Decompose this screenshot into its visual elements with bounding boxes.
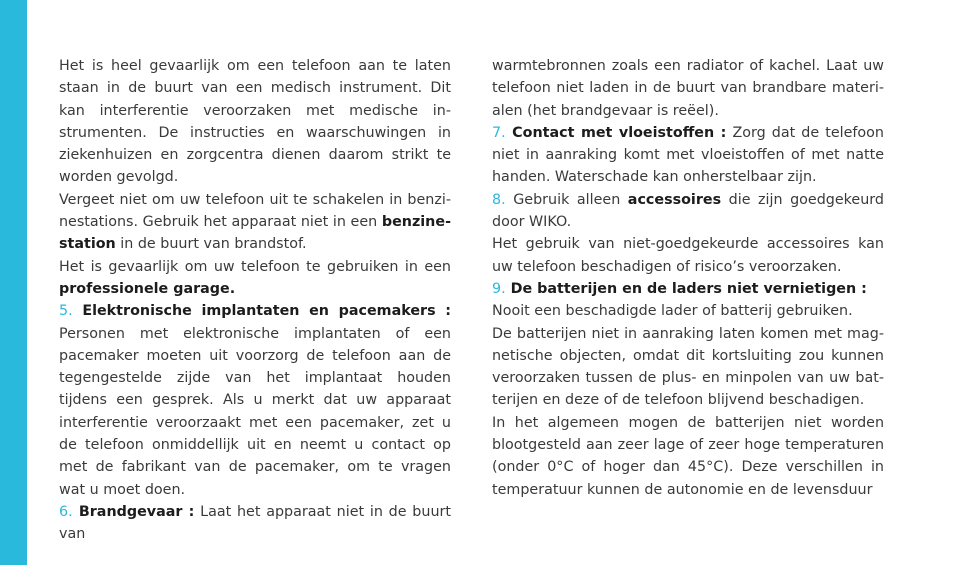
section-number: 8. xyxy=(492,191,506,208)
right-column xyxy=(492,55,884,501)
text: Vergeet niet om uw telefoon uit te schakelen in benzinestations. Gebruik het apparaat niet in een xyxy=(59,191,451,231)
section-number: 6. xyxy=(59,503,73,520)
bold-term: accessoires xyxy=(627,191,722,208)
paragraph-damaged-charger: Nooit een beschadigde lader of batterij gebruiken. xyxy=(492,303,853,320)
paragraph-accessories-risk: Het gebruik van niet-goedgekeurde accessoires kan uw telefoon beschadigen of risico’s veroorzaken. xyxy=(492,236,884,275)
text: in de buurt van brandstof. xyxy=(115,236,307,253)
section-text: Gebruik alleen xyxy=(505,191,628,208)
section-6 xyxy=(59,501,451,546)
section-number: 7. xyxy=(492,124,506,141)
left-column xyxy=(59,55,451,546)
paragraph-petrol-station xyxy=(59,189,451,256)
section-5 xyxy=(59,300,451,501)
text: Het is gevaarlijk om uw telefoon te gebruiken in een xyxy=(59,258,451,275)
paragraph-temperature: In het algemeen mogen de batterijen niet worden blootgesteld aan zeer lage of zeer hoge temperaturen (onder 0°C of hoger dan 45°C). Deze verschillen in temperatuur kunnen de autonomie en de levensduur xyxy=(492,414,884,498)
section-text: Personen met elektronische implantaten of een pacemaker moeten uit voorzorg de telefoon aan de tegengestelde zijde van het implantaat houden tijdens een gesprek. Als u merkt dat uw apparaat interferentie veroorzaakt met een pacemaker, zet u de telefoon onmiddellijk uit en neemt u contact op met de fabrikant van de pacemaker, om te vragen wat u moet doen. xyxy=(59,325,451,498)
section-title: Elektronische implantaten en pacemakers : xyxy=(72,303,451,320)
paragraph-medical: Het is heel gevaarlijk om een telefoon aan te laten staan in de buurt van een medisch instrument. Dit kan interferentie veroorzaken met medische instrumenten. De instructies en waarschuwingen in ziekenhuizen en zorgcentra dienen daarom strikt te worden gevolgd. xyxy=(59,58,451,186)
section-7 xyxy=(492,122,884,189)
section-text: die zijn goedgekeurd door WIKO. xyxy=(492,191,884,231)
bold-term: professionele garage. xyxy=(59,280,236,297)
paragraph-magnetic: De batterijen niet in aanraking laten komen met magnetische objecten, omdat dit kortsluiting zou kunnen veroorzaken tussen de plus- en minpolen van uw batterijen en deze of de telefoon blijvend beschadigen. xyxy=(492,325,884,409)
paragraph-heat-sources: warmtebronnen zoals een radiator of kachel. Laat uw telefoon niet laden in de buurt van brandbare materialen (het brandgevaar is reëel). xyxy=(492,58,884,119)
section-number: 9. xyxy=(492,280,506,297)
section-number: 5. xyxy=(59,303,73,320)
accent-sidebar xyxy=(0,0,27,565)
section-9 xyxy=(492,278,884,300)
section-title: Contact met vloeistoffen : xyxy=(505,124,727,141)
section-title: De batterijen en de laders niet vernietigen : xyxy=(505,280,867,297)
bold-term: benzinestation xyxy=(59,214,451,253)
section-8 xyxy=(492,189,884,234)
paragraph-garage xyxy=(59,256,451,301)
section-text: Zorg dat de telefoon niet in aanraking komt met vloeistoffen of met natte handen. Waterschade kan onherstelbaar zijn. xyxy=(492,124,884,186)
section-title: Brandgevaar : xyxy=(72,503,195,520)
section-text: Laat het apparaat niet in de buurt van xyxy=(59,503,451,543)
